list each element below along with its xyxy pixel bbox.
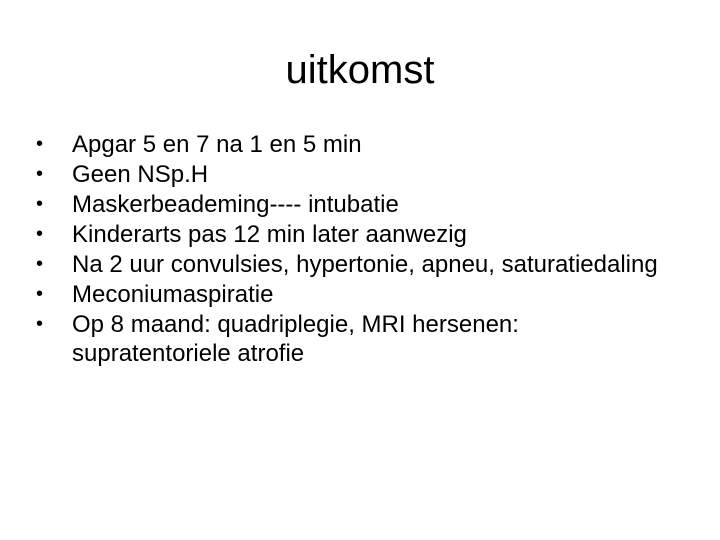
bullet-icon: • — [36, 313, 44, 335]
bullet-text: Na 2 uur convulsies, hypertonie, apneu, saturatiedaling — [72, 251, 658, 278]
bullet-item-outcome-8-months — [36, 310, 676, 368]
slide-title: uitkomst — [285, 48, 435, 92]
bullet-icon: • — [36, 193, 44, 215]
bullet-item-nsph — [36, 160, 676, 189]
bullet-item-convulsions — [36, 250, 676, 279]
bullet-text: Geen NSp.H — [72, 161, 209, 188]
bullet-item-apgar — [36, 130, 676, 159]
bullet-icon: • — [36, 223, 44, 245]
bullet-item-meconium — [36, 280, 676, 309]
bullet-icon: • — [36, 253, 44, 275]
bullet-icon: • — [36, 163, 44, 185]
bullet-icon: • — [36, 283, 44, 305]
bullet-item-ventilation — [36, 190, 676, 219]
bullet-text: Op 8 maand: quadriplegie, MRI hersenen: supratentoriele atrofie — [72, 311, 519, 367]
bullet-list — [36, 130, 676, 369]
bullet-item-pediatrician — [36, 220, 676, 249]
bullet-text: Apgar 5 en 7 na 1 en 5 min — [72, 131, 362, 158]
bullet-text: Maskerbeademing---- intubatie — [72, 191, 399, 218]
bullet-text: Kinderarts pas 12 min later aanwezig — [72, 221, 467, 248]
bullet-icon: • — [36, 133, 44, 155]
bullet-text: Meconiumaspiratie — [72, 281, 274, 308]
